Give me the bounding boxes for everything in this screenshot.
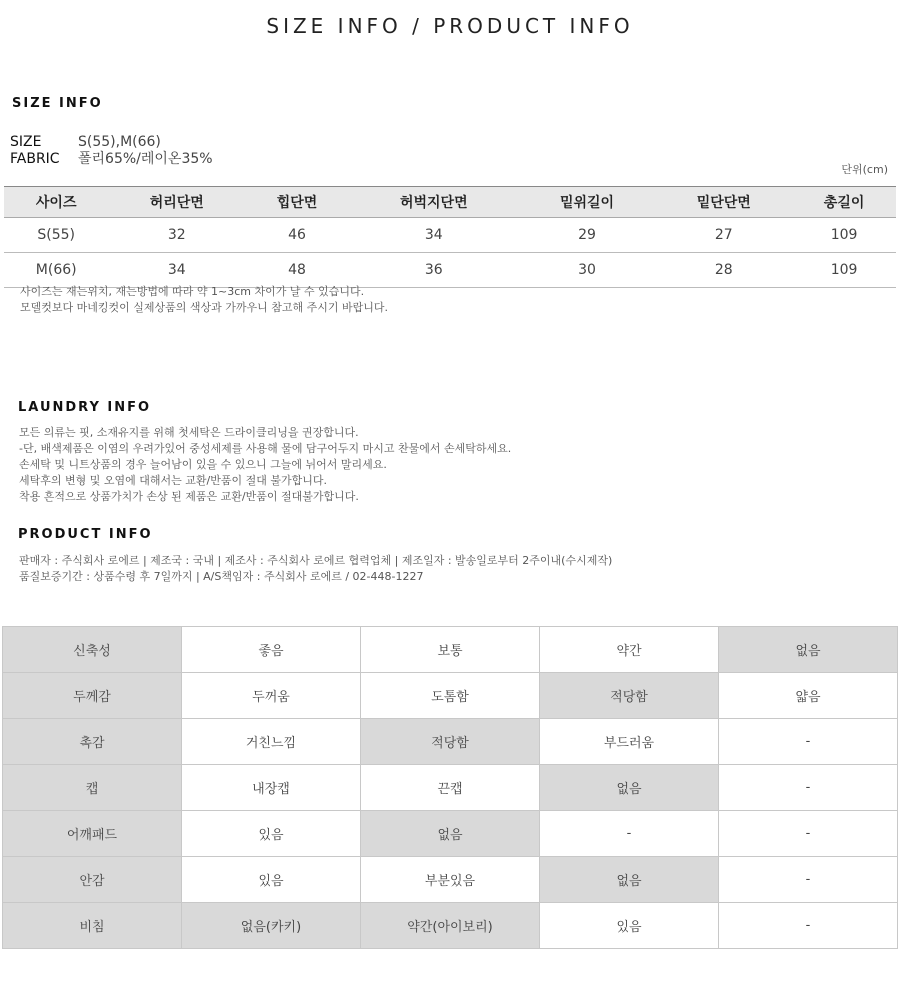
fabric-value: 폴리65%/레이온35% xyxy=(78,151,213,167)
table-cell: 46 xyxy=(245,218,349,253)
table-row xyxy=(4,218,896,253)
characteristic-option: - xyxy=(719,811,898,857)
column-header: 사이즈 xyxy=(4,187,108,218)
characteristic-option: 얇음 xyxy=(719,673,898,719)
column-header: 허벅지단면 xyxy=(349,187,519,218)
table-cell: 29 xyxy=(519,218,656,253)
characteristic-option: 있음 xyxy=(182,857,361,903)
table-cell: 34 xyxy=(108,253,245,288)
characteristic-option: 도톰함 xyxy=(361,673,540,719)
laundry-line: 손세탁 및 니트상품의 경우 늘어남이 있을 수 있으니 그늘에 뉘어서 말리세요. xyxy=(19,458,387,471)
characteristic-option: 있음 xyxy=(540,903,719,949)
table-cell: S(55) xyxy=(4,218,108,253)
characteristic-label: 신축성 xyxy=(3,627,182,673)
characteristic-option: 없음 xyxy=(719,627,898,673)
product-info-heading: PRODUCT INFO xyxy=(18,527,153,542)
laundry-line: 모든 의류는 핏, 소재유지를 위해 첫세탁은 드라이클리닝을 권장합니다. xyxy=(19,426,359,439)
characteristic-option: 부분있음 xyxy=(361,857,540,903)
note-line: 사이즈는 재는위치, 재는방법에 따라 약 1~3cm 차이가 날 수 있습니다. xyxy=(20,285,365,298)
characteristic-option: - xyxy=(719,857,898,903)
column-header: 힙단면 xyxy=(245,187,349,218)
table-cell: 32 xyxy=(108,218,245,253)
characteristic-option: 거친느낌 xyxy=(182,719,361,765)
characteristic-option: 없음(카키) xyxy=(182,903,361,949)
characteristic-row xyxy=(3,857,898,903)
size-notes xyxy=(20,284,388,316)
unit-label: 단위(cm) xyxy=(841,163,888,176)
table-cell: 109 xyxy=(792,253,896,288)
characteristic-row xyxy=(3,811,898,857)
laundry-line: 세탁후의 변형 및 오염에 대해서는 교환/반품이 절대 불가합니다. xyxy=(19,474,327,487)
table-row xyxy=(4,253,896,288)
column-header: 밑단단면 xyxy=(655,187,792,218)
characteristic-option: 있음 xyxy=(182,811,361,857)
column-header: 밑위길이 xyxy=(519,187,656,218)
characteristic-option: 없음 xyxy=(540,857,719,903)
table-cell: 109 xyxy=(792,218,896,253)
characteristic-label: 캡 xyxy=(3,765,182,811)
table-cell: 27 xyxy=(655,218,792,253)
table-cell: 28 xyxy=(655,253,792,288)
characteristic-label: 어깨패드 xyxy=(3,811,182,857)
characteristic-option: 적당함 xyxy=(540,673,719,719)
size-table xyxy=(4,186,896,288)
table-cell: 34 xyxy=(349,218,519,253)
laundry-notes xyxy=(19,425,511,505)
page-title: SIZE INFO / PRODUCT INFO xyxy=(266,14,634,38)
product-line: 판매자 : 주식회사 로에르 | 제조국 : 국내 | 제조사 : 주식회사 로에르 협력업체 | 제조일자 : 발송일로부터 2주이내(수시제작) xyxy=(19,554,613,567)
table-cell: 30 xyxy=(519,253,656,288)
characteristic-option: 약간 xyxy=(540,627,719,673)
laundry-line: 착용 흔적으로 상품가치가 손상 된 제품은 교환/반품이 절대불가합니다. xyxy=(19,490,359,503)
characteristic-label: 두께감 xyxy=(3,673,182,719)
characteristic-option: - xyxy=(719,719,898,765)
characteristic-option: 약간(아이보리) xyxy=(361,903,540,949)
size-table-header xyxy=(4,187,896,218)
characteristic-option: - xyxy=(719,765,898,811)
characteristic-option: 두꺼움 xyxy=(182,673,361,719)
characteristic-option: 좋음 xyxy=(182,627,361,673)
column-header: 총길이 xyxy=(792,187,896,218)
note-line: 모델컷보다 마네킹컷이 실제상품의 색상과 가까우니 참고해 주시기 바랍니다. xyxy=(20,301,389,314)
size-label: SIZE xyxy=(10,134,42,150)
laundry-info-heading: LAUNDRY INFO xyxy=(18,400,152,415)
product-spec xyxy=(10,134,213,168)
characteristic-option: - xyxy=(540,811,719,857)
size-value: S(55),M(66) xyxy=(78,134,161,150)
characteristic-option: 없음 xyxy=(361,811,540,857)
characteristic-option: 없음 xyxy=(540,765,719,811)
characteristic-option: 끈캡 xyxy=(361,765,540,811)
characteristic-row xyxy=(3,903,898,949)
table-cell: 48 xyxy=(245,253,349,288)
table-cell: 36 xyxy=(349,253,519,288)
column-header: 허리단면 xyxy=(108,187,245,218)
product-line: 품질보증기간 : 상품수령 후 7일까지 | A/S책임자 : 주식회사 로에르 / 02-448-1227 xyxy=(19,570,424,583)
characteristic-row xyxy=(3,673,898,719)
characteristic-label: 비침 xyxy=(3,903,182,949)
characteristic-label: 안감 xyxy=(3,857,182,903)
characteristic-option: 부드러움 xyxy=(540,719,719,765)
table-cell: M(66) xyxy=(4,253,108,288)
characteristic-row xyxy=(3,719,898,765)
product-notes xyxy=(19,553,612,585)
characteristic-label: 촉감 xyxy=(3,719,182,765)
fabric-label: FABRIC xyxy=(10,151,60,167)
characteristic-option: - xyxy=(719,903,898,949)
characteristic-option: 보통 xyxy=(361,627,540,673)
size-info-heading: SIZE INFO xyxy=(12,96,103,111)
laundry-line: -단, 배색제품은 이염의 우려가있어 중성세제를 사용해 물에 담구어두지 마시고 찬물에서 손세탁하세요. xyxy=(19,442,512,455)
characteristic-row xyxy=(3,765,898,811)
characteristic-option: 내장캡 xyxy=(182,765,361,811)
characteristic-option: 적당함 xyxy=(361,719,540,765)
characteristic-row xyxy=(3,627,898,673)
characteristics-table xyxy=(2,626,898,949)
